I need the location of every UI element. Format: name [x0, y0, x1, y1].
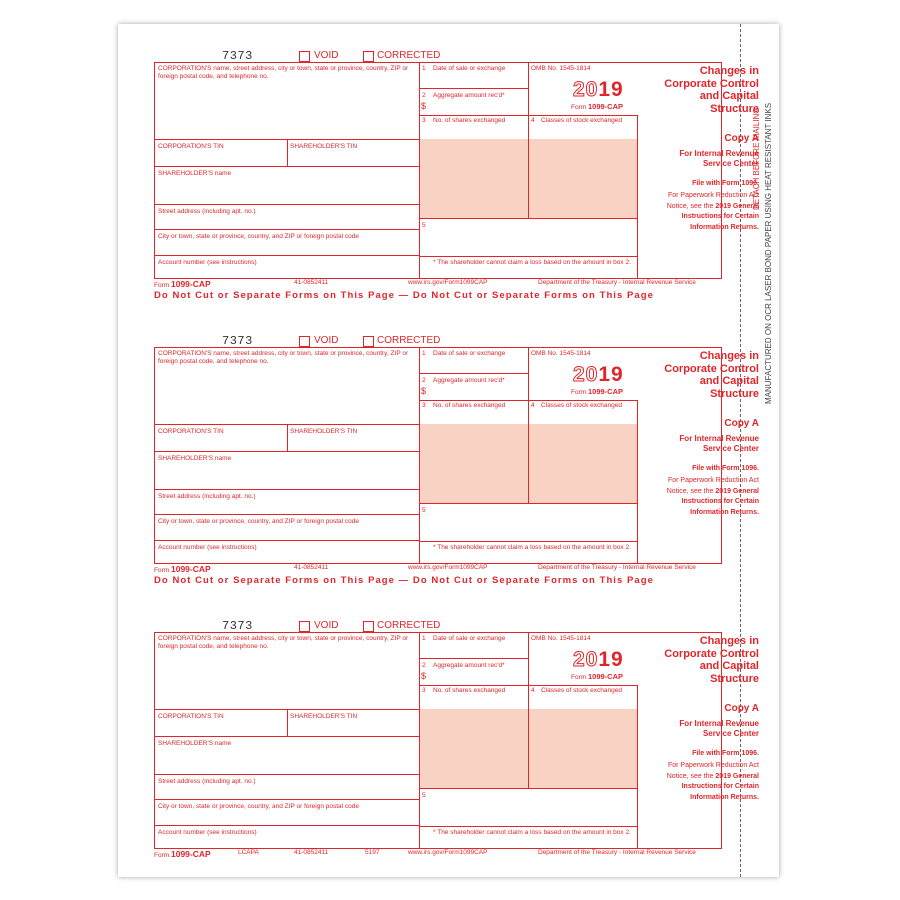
box-5-number: 5 — [422, 792, 426, 799]
paperwork-notice: For Paperwork Reduction Act Notice, see the 2019 General Instructions for Certain Information Returns. — [666, 762, 759, 801]
dollar-sign: $ — [421, 671, 427, 681]
form-number: Form 1099-CAP — [571, 672, 624, 681]
box-4-field[interactable] — [528, 424, 637, 503]
box-5-number: 5 — [422, 222, 426, 229]
city-label: City or town, state or province, country, and ZIP or foreign postal code — [158, 518, 359, 525]
form-grid — [154, 347, 759, 564]
void-checkbox[interactable] — [299, 51, 310, 62]
form-sheet — [118, 24, 779, 877]
detach-notice: DETACH BEFORE MAILING — [752, 107, 761, 210]
shareholder-tin-label: SHAREHOLDER'S TIN — [290, 428, 358, 435]
box-3-label: No. of shares exchanged — [433, 117, 506, 124]
form-number: Form 1099-CAP — [571, 387, 624, 396]
corporation-tin-label: CORPORATION'S TIN — [158, 713, 224, 720]
corporation-name-label: CORPORATION'S name, street address, city or town, state or province, country, ZIP or foreign postal code, and telephone no. — [158, 350, 409, 365]
form-code: 7373 — [222, 619, 253, 633]
manufacturing-notice: MANUFACTURED ON OCR LASER BOND PAPER USING HEAT RESISTANT INKS — [764, 102, 773, 404]
file-with: File with Form 1096. — [692, 465, 759, 472]
tax-year: 2019 — [573, 78, 624, 101]
account-number-label: Account number (see instructions) — [158, 544, 257, 551]
form-code: 7373 — [222, 334, 253, 348]
box-3-field[interactable] — [419, 709, 528, 788]
box-4-number: 4 — [531, 402, 535, 409]
shareholder-tin-label: SHAREHOLDER'S TIN — [290, 143, 358, 150]
corporation-tin-label: CORPORATION'S TIN — [158, 428, 224, 435]
city-label: City or town, state or province, country, and ZIP or foreign postal code — [158, 233, 359, 240]
corrected-checkbox[interactable] — [363, 621, 374, 632]
street-address-label: Street address (including apt. no.) — [158, 208, 256, 215]
box-2-number: 2 — [422, 377, 426, 384]
dollar-sign: $ — [421, 386, 427, 396]
box-3-label: No. of shares exchanged — [433, 402, 506, 409]
street-address-label: Street address (including apt. no.) — [158, 778, 256, 785]
box-4-number: 4 — [531, 117, 535, 124]
box-4-field[interactable] — [528, 709, 637, 788]
shareholder-name-label: SHAREHOLDER'S name — [158, 740, 232, 747]
box-3-field[interactable] — [419, 424, 528, 503]
irs-url[interactable]: www.irs.gov/Form1099CAP — [408, 849, 488, 856]
copy-destination: For Internal Revenue Service Center — [679, 149, 759, 168]
form-number: Form 1099-CAP — [571, 102, 624, 111]
void-label: VOID — [314, 620, 339, 631]
footer-form-number: Form 1099-CAP — [154, 564, 211, 574]
stock-number: 5197 — [365, 849, 380, 856]
do-not-cut-warning: Do Not Cut or Separate Forms on This Page — Do Not Cut or Separate Forms on This Page — [154, 290, 654, 301]
paperwork-notice: For Paperwork Reduction Act Notice, see the 2019 General Instructions for Certain Information Returns. — [666, 477, 759, 516]
dollar-sign: $ — [421, 101, 427, 111]
shareholder-tin-label: SHAREHOLDER'S TIN — [290, 713, 358, 720]
department: Department of the Treasury - Internal Revenue Service — [538, 279, 696, 286]
box-4-field[interactable] — [528, 139, 637, 218]
void-label: VOID — [314, 335, 339, 346]
form-title: Changes in Corporate Control and Capital Structure — [664, 350, 759, 400]
void-checkbox[interactable] — [299, 336, 310, 347]
tax-year: 2019 — [573, 648, 624, 671]
form-copy-2 — [118, 333, 759, 618]
corporation-name-label: CORPORATION'S name, street address, city or town, state or province, country, ZIP or foreign postal code, and telephone no. — [158, 65, 409, 80]
street-address-label: Street address (including apt. no.) — [158, 493, 256, 500]
box-1-label: Date of sale or exchange — [433, 635, 506, 642]
box-3-field[interactable] — [419, 139, 528, 218]
omb-number: OMB No. 1545-1814 — [531, 350, 591, 357]
void-checkbox[interactable] — [299, 621, 310, 632]
copy-destination: For Internal Revenue Service Center — [679, 719, 759, 738]
box-4-label: Classes of stock exchanged — [541, 117, 622, 124]
corporation-name-label: CORPORATION'S name, street address, city or town, state or province, country, ZIP or foreign postal code, and telephone no. — [158, 635, 409, 650]
box-4-label: Classes of stock exchanged — [541, 687, 622, 694]
shareholder-name-label: SHAREHOLDER'S name — [158, 170, 232, 177]
department: Department of the Treasury - Internal Revenue Service — [538, 564, 696, 571]
department: Department of the Treasury - Internal Revenue Service — [538, 849, 696, 856]
file-with: File with Form 1096. — [692, 180, 759, 187]
corrected-checkbox[interactable] — [363, 51, 374, 62]
account-number-label: Account number (see instructions) — [158, 259, 257, 266]
form-title: Changes in Corporate Control and Capital Structure — [664, 65, 759, 115]
lcapa-code: LCAPA — [238, 849, 259, 856]
tax-year: 2019 — [573, 363, 624, 386]
city-label: City or town, state or province, country, and ZIP or foreign postal code — [158, 803, 359, 810]
loss-note: * The shareholder cannot claim a loss based on the amount in box 2. — [433, 259, 631, 266]
box-3-label: No. of shares exchanged — [433, 687, 506, 694]
footer-form-number: Form 1099-CAP — [154, 279, 211, 289]
file-with: File with Form 1096. — [692, 750, 759, 757]
copy-destination: For Internal Revenue Service Center — [679, 434, 759, 453]
corrected-label: CORRECTED — [377, 620, 441, 631]
box-4-number: 4 — [531, 687, 535, 694]
box-1-label: Date of sale or exchange — [433, 65, 506, 72]
box-2-number: 2 — [422, 662, 426, 669]
box-4-label: Classes of stock exchanged — [541, 402, 622, 409]
box-3-number: 3 — [422, 402, 426, 409]
form-copy-3 — [118, 618, 759, 877]
catalog-number: 41-0852411 — [294, 849, 329, 856]
box-1-label: Date of sale or exchange — [433, 350, 506, 357]
shareholder-name-label: SHAREHOLDER'S name — [158, 455, 232, 462]
copy-label: Copy A — [724, 133, 759, 144]
omb-number: OMB No. 1545-1814 — [531, 635, 591, 642]
void-label: VOID — [314, 50, 339, 61]
form-title: Changes in Corporate Control and Capital Structure — [664, 635, 759, 685]
do-not-cut-warning: Do Not Cut or Separate Forms on This Page — Do Not Cut or Separate Forms on This Page — [154, 575, 654, 586]
omb-number: OMB No. 1545-1814 — [531, 65, 591, 72]
form-grid — [154, 632, 759, 849]
box-1-number: 1 — [422, 635, 426, 642]
corrected-label: CORRECTED — [377, 50, 441, 61]
loss-note: * The shareholder cannot claim a loss based on the amount in box 2. — [433, 829, 631, 836]
box-5-number: 5 — [422, 507, 426, 514]
account-number-label: Account number (see instructions) — [158, 829, 257, 836]
copy-label: Copy A — [724, 703, 759, 714]
copy-label: Copy A — [724, 418, 759, 429]
form-code: 7373 — [222, 49, 253, 63]
corporation-tin-label: CORPORATION'S TIN — [158, 143, 224, 150]
box-2-label: Aggregate amount rec'd* — [433, 92, 505, 99]
box-1-number: 1 — [422, 65, 426, 72]
loss-note: * The shareholder cannot claim a loss based on the amount in box 2. — [433, 544, 631, 551]
paperwork-notice: For Paperwork Reduction Act Notice, see the 2019 General Instructions for Certain Information Returns. — [666, 192, 759, 231]
footer-form-number: Form 1099-CAP — [154, 849, 211, 859]
box-2-label: Aggregate amount rec'd* — [433, 377, 505, 384]
irs-url[interactable]: www.irs.gov/Form1099CAP — [408, 279, 488, 286]
catalog-number: 41-0852411 — [294, 564, 329, 571]
box-1-number: 1 — [422, 350, 426, 357]
box-3-number: 3 — [422, 687, 426, 694]
catalog-number: 41-0852411 — [294, 279, 329, 286]
box-2-number: 2 — [422, 92, 426, 99]
box-2-label: Aggregate amount rec'd* — [433, 662, 505, 669]
box-3-number: 3 — [422, 117, 426, 124]
corrected-checkbox[interactable] — [363, 336, 374, 347]
corrected-label: CORRECTED — [377, 335, 441, 346]
irs-url[interactable]: www.irs.gov/Form1099CAP — [408, 564, 488, 571]
